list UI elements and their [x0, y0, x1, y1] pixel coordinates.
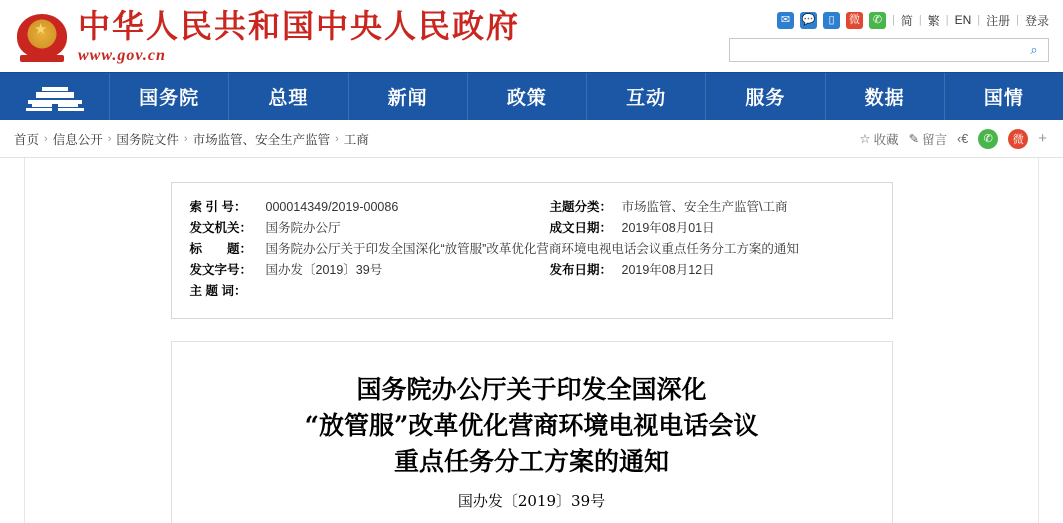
- search-input[interactable]: [736, 40, 1026, 60]
- breadcrumb-bar: [0, 120, 1063, 158]
- metadata-label: 标 题：: [189, 242, 253, 256]
- metadata-value: 2019年08月01日: [621, 221, 715, 235]
- share-icon[interactable]: ‹€: [957, 131, 969, 146]
- divider: |: [891, 14, 895, 26]
- wechat-round-icon[interactable]: ✆: [978, 129, 998, 149]
- weibo-icon[interactable]: 微: [846, 12, 863, 29]
- breadcrumb-item-market-supervision[interactable]: 市场监管、安全生产监管: [192, 132, 331, 147]
- pencil-icon: ✎: [908, 132, 920, 146]
- favorite-label: 收藏: [873, 132, 899, 147]
- document-title-line-1: 国务院办公厅关于印发全国深化: [356, 375, 707, 404]
- header-utilities: [729, 8, 1049, 62]
- breadcrumb-item-documents[interactable]: 国务院文件: [116, 132, 179, 147]
- header-top-links: [729, 8, 1049, 32]
- lang-traditional-link[interactable]: 繁: [927, 13, 940, 28]
- metadata-label: 成文日期：: [549, 221, 613, 235]
- search-icon[interactable]: ⌕: [1026, 42, 1042, 58]
- lang-english-link[interactable]: EN: [954, 13, 972, 27]
- metadata-label: 主题分类：: [549, 200, 613, 214]
- weibo-round-icon[interactable]: 微: [1008, 129, 1028, 149]
- document-metadata-table: [171, 182, 893, 319]
- breadcrumb-item-disclosure[interactable]: 信息公开: [52, 132, 103, 147]
- breadcrumb-separator: ›: [183, 132, 188, 145]
- metadata-label: 发布日期：: [549, 263, 613, 277]
- metadata-label: 发文机关：: [189, 221, 253, 235]
- site-url: www.gov.cn: [78, 47, 166, 64]
- national-emblem-icon: ★: [14, 8, 70, 64]
- content-frame: [24, 158, 1039, 523]
- login-link[interactable]: 登录: [1024, 13, 1049, 28]
- document-title-line-2: “放管服”改革优化营商环境电视电话会议: [304, 411, 759, 440]
- mail-icon[interactable]: ✉: [777, 12, 794, 29]
- metadata-value: 国务院办公厅: [265, 221, 341, 235]
- metadata-label: 索 引 号：: [189, 200, 247, 214]
- main-navigation: [0, 72, 1063, 120]
- metadata-label: 发文字号：: [189, 263, 253, 277]
- divider: |: [918, 14, 922, 26]
- message-button[interactable]: [909, 130, 948, 148]
- message-label: 留言: [922, 132, 948, 147]
- breadcrumb-item-home[interactable]: 首页: [14, 132, 40, 147]
- breadcrumb-separator: ›: [107, 132, 112, 145]
- star-icon: ☆: [859, 132, 871, 146]
- metadata-row: [190, 218, 874, 239]
- nav-item-zongli[interactable]: 总理: [229, 73, 348, 120]
- document-title-block: [171, 341, 893, 523]
- metadata-value: 国办发〔2019〕39号: [265, 263, 383, 277]
- nav-item-fuwu[interactable]: 服务: [706, 73, 825, 120]
- metadata-value: 000014349/2019-00086: [265, 200, 399, 214]
- nav-item-guoqing[interactable]: 国情: [983, 87, 1024, 109]
- mobile-icon[interactable]: ▯: [823, 12, 840, 29]
- metadata-label: 主 题 词：: [189, 284, 247, 298]
- favorite-button[interactable]: [859, 130, 898, 148]
- divider: |: [1016, 14, 1019, 26]
- divider: |: [945, 14, 949, 26]
- nav-home-gate-icon[interactable]: [0, 73, 110, 120]
- document-number: 国办发〔2019〕39号: [457, 492, 606, 510]
- breadcrumb-separator: ›: [44, 132, 48, 145]
- more-share-button[interactable]: +: [1038, 130, 1047, 147]
- register-link[interactable]: 注册: [986, 13, 1011, 28]
- breadcrumb-item-commerce[interactable]: 工商: [343, 132, 369, 147]
- metadata-value: 国务院办公厅关于印发全国深化“放管服”改革优化营商环境电视电话会议重点任务分工方案的通知: [265, 242, 799, 256]
- site-branding: [78, 7, 520, 65]
- metadata-value: 市场监管、安全生产监管\工商: [621, 200, 788, 214]
- breadcrumb-separator: ›: [335, 132, 339, 145]
- lang-simplified-link[interactable]: 简: [900, 13, 913, 28]
- document-title-line-3: 重点任务分工方案的通知: [393, 447, 669, 476]
- nav-item-zhengce[interactable]: 政策: [468, 73, 587, 120]
- metadata-row: [190, 260, 874, 281]
- metadata-row: [190, 197, 874, 218]
- wechat-icon[interactable]: ✆: [869, 12, 886, 29]
- breadcrumb: [14, 130, 369, 148]
- metadata-row: [190, 239, 874, 260]
- nav-item-guowuyuan[interactable]: 国务院: [110, 73, 229, 120]
- metadata-value: 2019年08月12日: [621, 263, 715, 277]
- breadcrumb-tools: [859, 129, 1047, 149]
- search-box[interactable]: [729, 38, 1049, 62]
- metadata-row: [190, 281, 874, 302]
- site-header: [0, 0, 1063, 72]
- page-body: [0, 158, 1063, 523]
- divider: |: [977, 14, 981, 26]
- nav-item-xinwen[interactable]: 新闻: [349, 73, 468, 120]
- forum-icon[interactable]: 💬: [800, 12, 817, 29]
- nav-item-hudong[interactable]: 互动: [587, 73, 706, 120]
- nav-item-shuju[interactable]: 数据: [826, 73, 945, 120]
- site-title: 中华人民共和国中央人民政府: [78, 7, 521, 45]
